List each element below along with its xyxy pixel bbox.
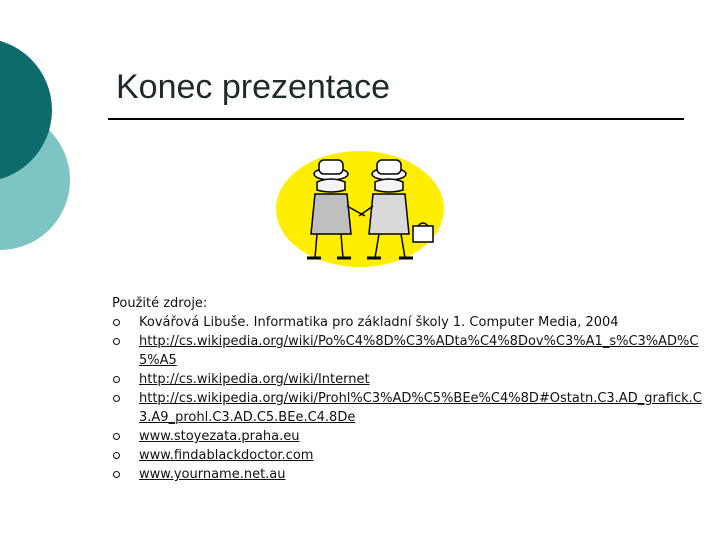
sources-list	[112, 313, 702, 484]
sources-section	[112, 294, 702, 484]
source-link[interactable]: www.stoyezata.praha.eu	[139, 429, 300, 444]
circle-bullet-icon	[113, 433, 120, 440]
list-item	[112, 313, 702, 332]
list-item	[112, 389, 702, 427]
list-item	[112, 370, 702, 389]
list-item	[112, 465, 702, 484]
list-item	[112, 427, 702, 446]
source-link[interactable]: www.yourname.net.au	[139, 467, 286, 482]
circle-bullet-icon	[113, 338, 120, 345]
two-businessmen-handshake-clipart-icon	[275, 150, 445, 268]
circle-bullet-icon	[113, 319, 120, 326]
source-link[interactable]: http://cs.wikipedia.org/wiki/Po%C4%8D%C3%ADta%C4%8Dov%C3%A1_s%C3%AD%C5%A5	[139, 334, 699, 368]
source-link[interactable]: www.findablackdoctor.com	[139, 448, 314, 463]
circle-bullet-icon	[113, 376, 120, 383]
list-item	[112, 446, 702, 465]
list-item	[112, 332, 702, 370]
circle-bullet-icon	[113, 471, 120, 478]
decorative-circles	[0, 0, 80, 300]
source-link[interactable]: http://cs.wikipedia.org/wiki/Internet	[139, 372, 370, 387]
page-title: Konec prezentace	[116, 68, 391, 106]
circle-bullet-icon	[113, 452, 120, 459]
source-link[interactable]: http://cs.wikipedia.org/wiki/Prohl%C3%AD%C5%BEe%C4%8D#Ostatn.C3.AD_grafick.C3.A9_prohl.C3.AD.C5.BEe.C4.8De	[139, 391, 702, 425]
title-divider	[108, 118, 684, 120]
sources-heading: Použité zdroje:	[112, 296, 208, 311]
source-text: Kovářová Libuše. Informatika pro základní školy 1. Computer Media, 2004	[139, 315, 619, 330]
circle-bullet-icon	[113, 395, 120, 402]
